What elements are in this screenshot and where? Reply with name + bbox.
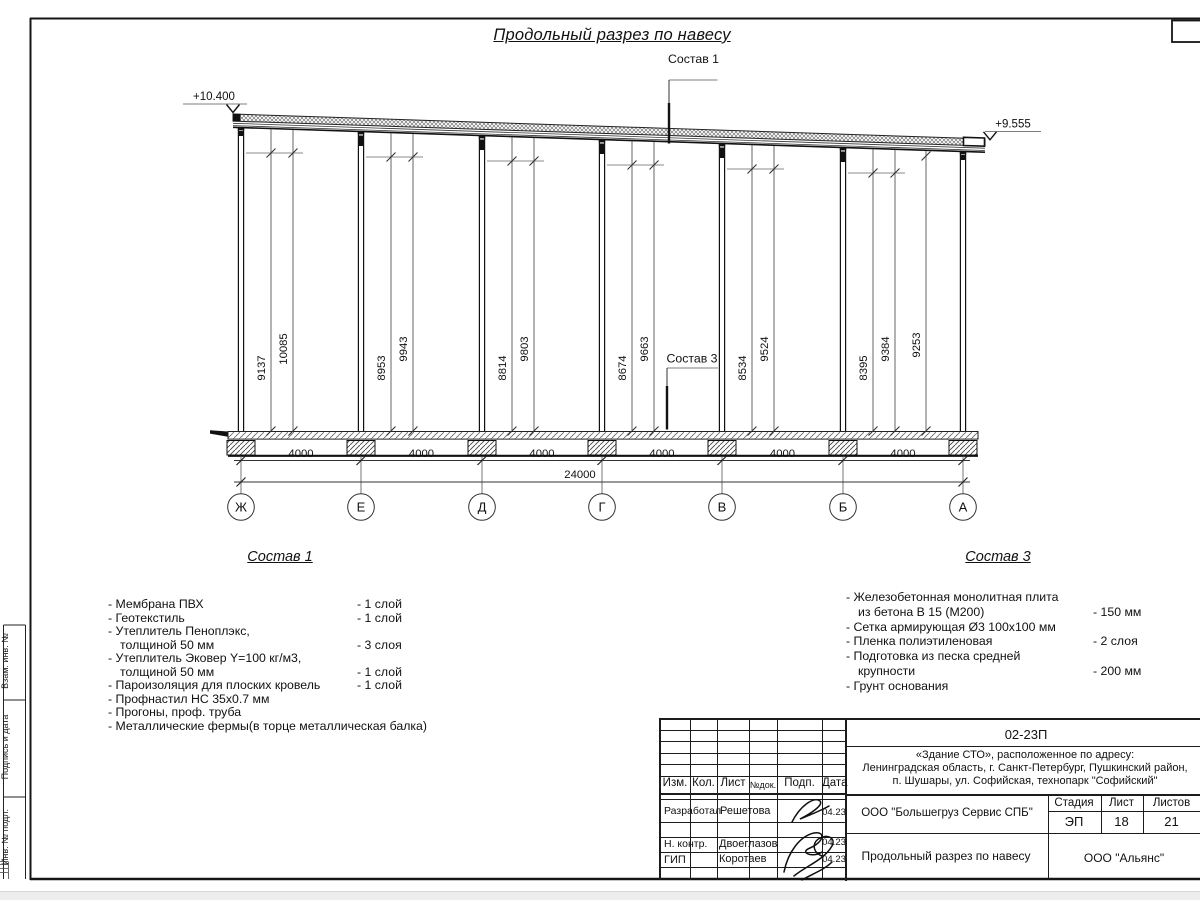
legend3-item: - Подготовка из песка средней: [846, 649, 1021, 664]
legend1-item: толщиной 50 мм: [120, 637, 215, 652]
legend1-row: [108, 678, 528, 692]
sheets-label: Листов: [1152, 796, 1191, 809]
legend3-row: [846, 679, 1196, 694]
date-ncontrol: 04.23: [822, 836, 846, 848]
corner-inventory-box: [1172, 21, 1200, 43]
height-dim-5: 9803: [519, 336, 532, 362]
height-dim-8: 8534: [737, 355, 750, 381]
role-developer: Разработал: [664, 805, 722, 817]
legend1-row: [108, 638, 528, 652]
legend1-row: [108, 611, 528, 625]
signature-gip: [794, 836, 833, 880]
legend3-value: - 2 слоя: [1093, 634, 1138, 649]
height-dim-12: 9253: [911, 332, 924, 358]
legend3-row: [846, 605, 1196, 620]
doc-title: Продольный разрез по навесу: [861, 849, 1031, 863]
stage-label: Стадия: [1054, 796, 1094, 809]
legend1-value: - 1 слой: [357, 678, 402, 692]
legend1-row: [108, 719, 528, 733]
legend1-item: - Профнастил НС 35х0.7 мм: [108, 691, 270, 706]
elevation-right-value: +9.555: [995, 118, 1031, 131]
elevation-left-value: +10.400: [193, 91, 235, 103]
height-dim-3: 9943: [398, 336, 411, 362]
axis-label-1: Е: [356, 499, 366, 515]
bay-dim-1: 4000: [408, 448, 435, 460]
bay-dim-0: 4000: [288, 448, 314, 460]
header-ndok: №док.: [749, 780, 777, 790]
foundation-pads: [227, 441, 977, 456]
legend3-row: [846, 634, 1196, 649]
margin-label-podpis: Подпись и дата: [0, 714, 10, 780]
bay-dim-5: 4000: [890, 448, 916, 460]
axis-label-2: Д: [477, 499, 487, 515]
axis-label-4: В: [717, 499, 727, 515]
doc-number: 02-23П: [1004, 727, 1048, 742]
height-dim-0: 9137: [256, 355, 269, 381]
signature-developer: [792, 800, 829, 822]
legend1-item: - Прогоны, проф. труба: [108, 705, 242, 719]
legend3-value: - 150 мм: [1093, 604, 1142, 619]
bay-dim-4: 4000: [769, 448, 796, 460]
foundation: [210, 430, 978, 456]
legend1-item: - Мембрана ПВХ: [108, 597, 204, 611]
header-list: Лист: [720, 777, 746, 789]
name-ncontrol: Двоеглазов: [719, 837, 778, 850]
legend3-item: - Пленка полиэтиленовая: [846, 634, 993, 649]
sheet-label: Лист: [1109, 796, 1134, 809]
height-dim-10: 8395: [858, 355, 871, 381]
total-dim: 24000: [564, 469, 596, 481]
sheet-value: 18: [1114, 814, 1129, 829]
legend3-row: [846, 590, 1196, 605]
legend1-row: [108, 665, 528, 679]
margin-label-vzam: Взам. инв. №: [0, 633, 10, 689]
legend3-item: - Железобетонная монолитная плита: [846, 590, 1059, 604]
org-name: ООО "Альянс": [1083, 851, 1165, 865]
legend1-value: - 1 слой: [357, 597, 402, 611]
composition3-leader-label: Состав 3: [666, 351, 718, 366]
stage-value: ЭП: [1064, 814, 1084, 829]
name-developer: Решетова: [720, 804, 771, 817]
header-kol: Кол.: [692, 777, 715, 789]
bay-dim-3: 4000: [649, 448, 675, 460]
header-izm: Изм.: [662, 777, 688, 789]
roof: [233, 114, 985, 153]
legend3-row: [846, 620, 1196, 635]
legend3-value: - 200 мм: [1093, 663, 1142, 678]
date-gip: 04.23: [822, 853, 846, 865]
legend1-item: - Утеплитель Эковер Y=100 кг/м3,: [108, 651, 302, 665]
company-name: ООО "Большегруз Сервис СПБ": [861, 807, 1033, 819]
height-dim-1: 10085: [278, 333, 291, 365]
vertical-dimensions: [246, 129, 931, 436]
legend1-value: - 1 слой: [357, 664, 402, 679]
legend3-item: крупности: [858, 663, 916, 678]
legend1-item: - Утеплитель Пеноплэкс,: [108, 624, 250, 638]
legend1-title: Состав 1: [247, 549, 313, 565]
legend3-title: Состав 3: [965, 549, 1031, 565]
legend1-row: [108, 597, 528, 611]
sheets-value: 21: [1164, 814, 1179, 829]
height-dim-7: 9663: [639, 336, 652, 362]
roof-right-cap: [964, 137, 985, 146]
columns: [238, 128, 965, 432]
axis-label-3: Г: [598, 499, 606, 515]
legend1-item: толщиной 50 мм: [120, 664, 215, 679]
legend1: [108, 597, 528, 732]
role-ncontrol: Н. контр.: [664, 838, 708, 850]
bay-dim-2: 4000: [529, 448, 555, 460]
axis-label-6: А: [958, 499, 968, 515]
legend1-item: - Металлические фермы(в торце металлическая балка): [108, 718, 427, 733]
roof-insulation-band: [233, 114, 985, 146]
height-dim-2: 8953: [376, 355, 389, 381]
composition1-leader-label: Состав 1: [668, 52, 719, 66]
margin-label-inv: Инв. № подл.: [0, 808, 10, 866]
project-address-line2: Ленинградская область, г. Санкт-Петербург, Пушкинский район,: [862, 762, 1188, 774]
height-dim-9: 9524: [759, 336, 772, 362]
legend3-item: из бетона В 15 (М200): [858, 604, 985, 619]
legend1-value: - 1 слой: [357, 610, 402, 625]
legend3-row: [846, 649, 1196, 664]
legend1-row: [108, 624, 528, 638]
axis-label-5: Б: [838, 499, 848, 515]
header-data: Дата: [822, 777, 848, 789]
legend1-row: [108, 705, 528, 719]
legend1-item: - Геотекстиль: [108, 610, 185, 625]
date-developer: 04.23: [822, 807, 846, 818]
name-gip: Коротаев: [719, 853, 767, 865]
header-podp: Подп.: [784, 777, 815, 789]
drawing-title: Продольный разрез по навесу: [493, 26, 731, 44]
axis-label-0: Ж: [234, 499, 248, 515]
legend1-row: [108, 692, 528, 706]
signatures: [772, 790, 852, 885]
composition3-leader: [667, 352, 719, 430]
project-address-line3: п. Шушары, ул. Софийская, технопарк "Софийский": [892, 775, 1158, 787]
role-gip: ГИП: [664, 853, 686, 866]
legend3: [846, 590, 1196, 694]
height-dim-6: 8674: [617, 355, 630, 381]
legend1-item: - Пароизоляция для плоских кровель: [108, 678, 321, 692]
legend3-item: - Сетка армирующая Ø3 100х100 мм: [846, 619, 1056, 634]
height-dim-4: 8814: [497, 355, 510, 381]
project-address-line1: «Здание СТО», расположенное по адресу:: [915, 749, 1135, 761]
legend3-row: [846, 664, 1196, 679]
legend1-row: [108, 651, 528, 665]
legend3-item: - Грунт основания: [846, 678, 949, 693]
ground-slab: [228, 432, 978, 440]
axis-bubbles: [228, 494, 977, 521]
roof-left-cap: [233, 114, 241, 122]
legend1-value: - 3 слоя: [357, 637, 402, 652]
height-dim-11: 9384: [880, 336, 893, 362]
horizontal-scrollbar[interactable]: [0, 891, 1200, 900]
